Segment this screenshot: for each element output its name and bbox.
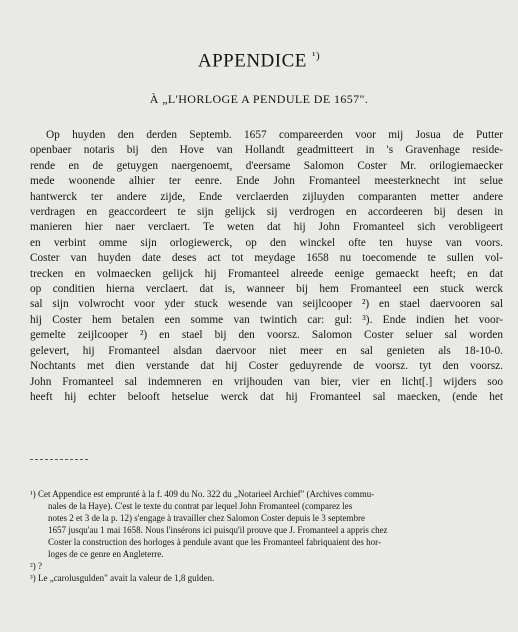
footnotes [30, 488, 503, 584]
text-line: Nochtants met dien verstande dat hij Coster geduyrende de voorsz. tyt den voorsz. [30, 360, 503, 373]
text-line: hantwerck ter andere zijde, Ende verclaerden zijluyden comparanten metter andere [30, 190, 503, 203]
footnote-marker: ³) [30, 573, 36, 583]
text-line: trecken en volmaecken gelijck hij Fromanteel alreede eenige gemaeckt heeft; en dat [30, 267, 503, 280]
appendix-title [0, 50, 518, 72]
footnote-text: 1657 jusqu'au 1 mai 1658. Nous l'insérons ici puisqu'il prouve que J. Fromanteel a appris chez [48, 525, 388, 535]
footnote-text: Le „carolusgulden" avait la valeur de 1,8 gulden. [37, 573, 215, 583]
text-line: heeft hij echter belooft hetselue werck dat hij Fromanteel sal maecken, (ende het [30, 390, 503, 403]
footnote-marker: ¹) [30, 489, 36, 499]
text-line: gemelte zeijlcooper ²) en stael bij den voorsz. Salomon Coster seluer sal worden [30, 329, 503, 342]
footnote-text: loges de ce genre en Angleterre. [48, 549, 164, 559]
footnote-marker: ²) [30, 561, 36, 571]
footnote-1 [30, 488, 503, 500]
footnote-text: notes 2 et 3 de la p. 12) s'engage à travailler chez Salomon Coster depuis le 3 septembre [48, 513, 366, 523]
footnote-text: nales de la Haye). C'est le texte du contrat par lequel John Fromanteel (comparez les [48, 501, 353, 511]
text-line: mede woonende alhier ter eenre. Ende John Fromanteel meesterknecht int selue [30, 175, 503, 188]
text-line: gelevert, hij Fromanteel alsdan daervoor niet meer en sal genieten als 18-10-0. [30, 344, 503, 357]
title-footnote-marker: ¹) [312, 50, 321, 62]
contract-text [30, 128, 503, 405]
footnote-text: Coster la construction des horloges à pendule avant que les Fromanteel fabriquaient des hor- [48, 537, 381, 547]
text-line: openbaer notaris bij den Hove van Hollandt geadmitteert in 's Gravenhage reside- [30, 144, 503, 157]
text-line: verdragen en geaccordeert te sijn gelijck sij verdrogen en accordeeren bij desen in [30, 206, 503, 219]
text-line: en verbint omme sijn orlogiewerck, op den winckel ofte ten huyse van voors. [30, 236, 503, 249]
text-line: rende en de getuygen naergenoemt, d'eersame Salomon Coster Mr. orilogiemaecker [30, 159, 503, 172]
title-text: APPENDICE [197, 50, 307, 72]
text-line: Coster van huyden date deses act tot meydage 1658 nu toecomende te sullen vol- [30, 252, 503, 265]
text-line: John Fromanteel sal indemneren en vrijhouden van bier, vier en licht[.] wijders soo [30, 375, 503, 388]
text-line: manieren hier naer verclaert. Te weten dat hij John Fromanteel sich verobligeert [30, 221, 503, 234]
text-line: op conditien hierna verclaert. dat is, wanneer bij hem Fromanteel een stuck werck [30, 283, 503, 296]
footnote-separator [30, 459, 88, 460]
text-line: sal sijn volwrocht voor yder stuck wesende van seijlcooper ²) en stael daervooren sal [30, 298, 503, 311]
text-line: Op huyden den derden Septemb. 1657 compareerden voor mij Josua de Putter [46, 129, 503, 141]
text-line: hij Coster hem betalen een somme van twintich car: gul: ³). Ende indien het voor- [30, 313, 503, 326]
footnote-text: Cet Appendice est emprunté à la f. 409 du No. 322 du „Notarieel Archief" (Archives commu- [37, 489, 375, 499]
footnote-3 [30, 572, 503, 584]
appendix-subtitle: À „L'HORLOGE A PENDULE DE 1657". [149, 92, 369, 106]
footnote-text: ? [37, 561, 42, 571]
footnote-2 [30, 560, 503, 572]
